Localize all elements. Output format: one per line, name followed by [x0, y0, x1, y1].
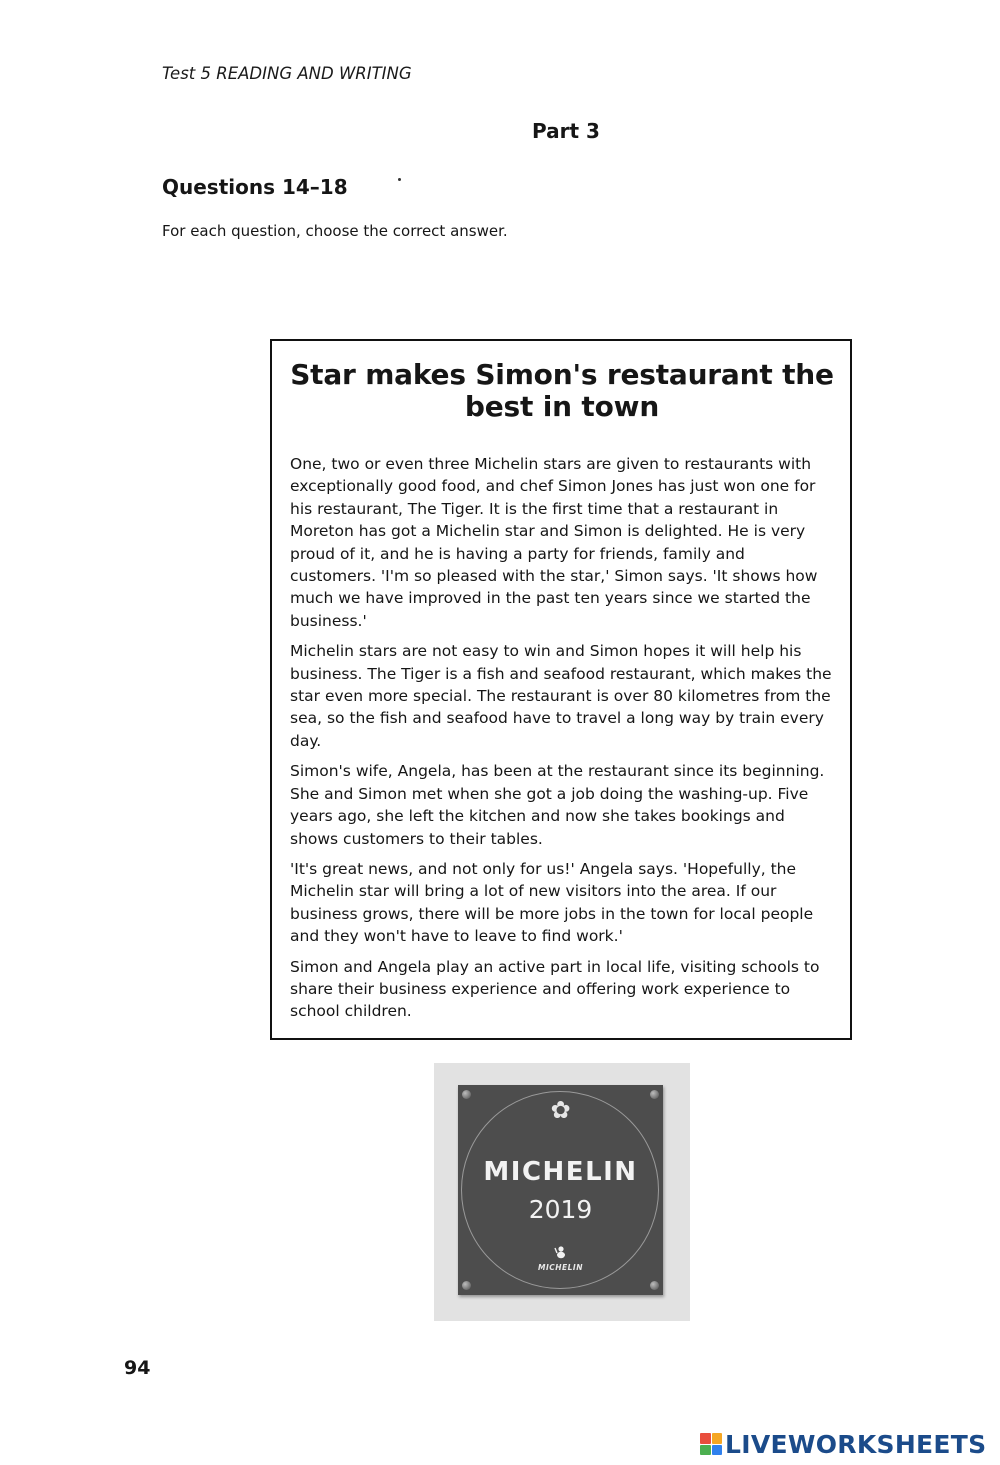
michelin-mascot-icon: [554, 1245, 568, 1259]
liveworksheets-logo: [700, 1428, 986, 1460]
michelin-star-icon: ✿: [550, 1096, 571, 1124]
page-header: Test 5 READING AND WRITING: [162, 64, 412, 83]
liveworksheets-icon: [700, 1433, 722, 1455]
instructions: For each question, choose the correct answer.: [162, 222, 508, 240]
article-paragraph-2: Michelin stars are not easy to win and Simon hopes it will help his business. The Tiger is a fish and seafood restaurant, which makes the star even more special. The restaurant is over 80 kilometres from the sea, so the fish and seafood have to travel a long way by train every day.: [290, 642, 832, 750]
questions-heading: Questions 14–18: [162, 175, 348, 199]
screw-icon: [462, 1281, 471, 1290]
article-title: Star makes Simon's restaurant the best in town: [290, 358, 834, 423]
article-paragraph-3: Simon's wife, Angela, has been at the restaurant since its beginning. She and Simon met when she got a job doing the washing-up. Five years ago, she left the kitchen and now she takes bookings and shows customers to their tables.: [290, 762, 825, 848]
page-number: 94: [124, 1357, 151, 1379]
michelin-plaque: [458, 1085, 663, 1295]
print-speck: [398, 178, 401, 181]
plaque-brand: MICHELIN: [483, 1157, 638, 1187]
article-paragraph-5: Simon and Angela play an active part in local life, visiting schools to share their business experience and offering work experience to school children.: [290, 957, 820, 1021]
screw-icon: [650, 1281, 659, 1290]
michelin-plaque-photo: [434, 1063, 690, 1321]
article-box: [270, 339, 852, 1040]
plaque-small-brand: MICHELIN: [537, 1263, 583, 1272]
article-paragraph-1: One, two or even three Michelin stars are given to restaurants with exceptionally good food, and chef Simon Jones has just won one for his restaurant, The Tiger. It is the first time that a restaurant in Moreton has got a Michelin star and Simon is delighted. He is very proud of it, and he is having a party for friends, family and customers. 'I'm so pleased with the star,' Simon says. 'It shows how much we have improved in the past ten years since we started the business.': [290, 455, 818, 630]
part-title: Part 3: [532, 119, 600, 143]
plaque-year: 2019: [528, 1195, 593, 1224]
article-paragraph-4: 'It's great news, and not only for us!' Angela says. 'Hopefully, the Michelin star will bring a lot of new visitors into the area. If our business grows, there will be more jobs in the town for local people and they won't have to leave to find work.': [290, 859, 814, 946]
liveworksheets-text: LIVEWORKSHEETS: [725, 1429, 987, 1459]
